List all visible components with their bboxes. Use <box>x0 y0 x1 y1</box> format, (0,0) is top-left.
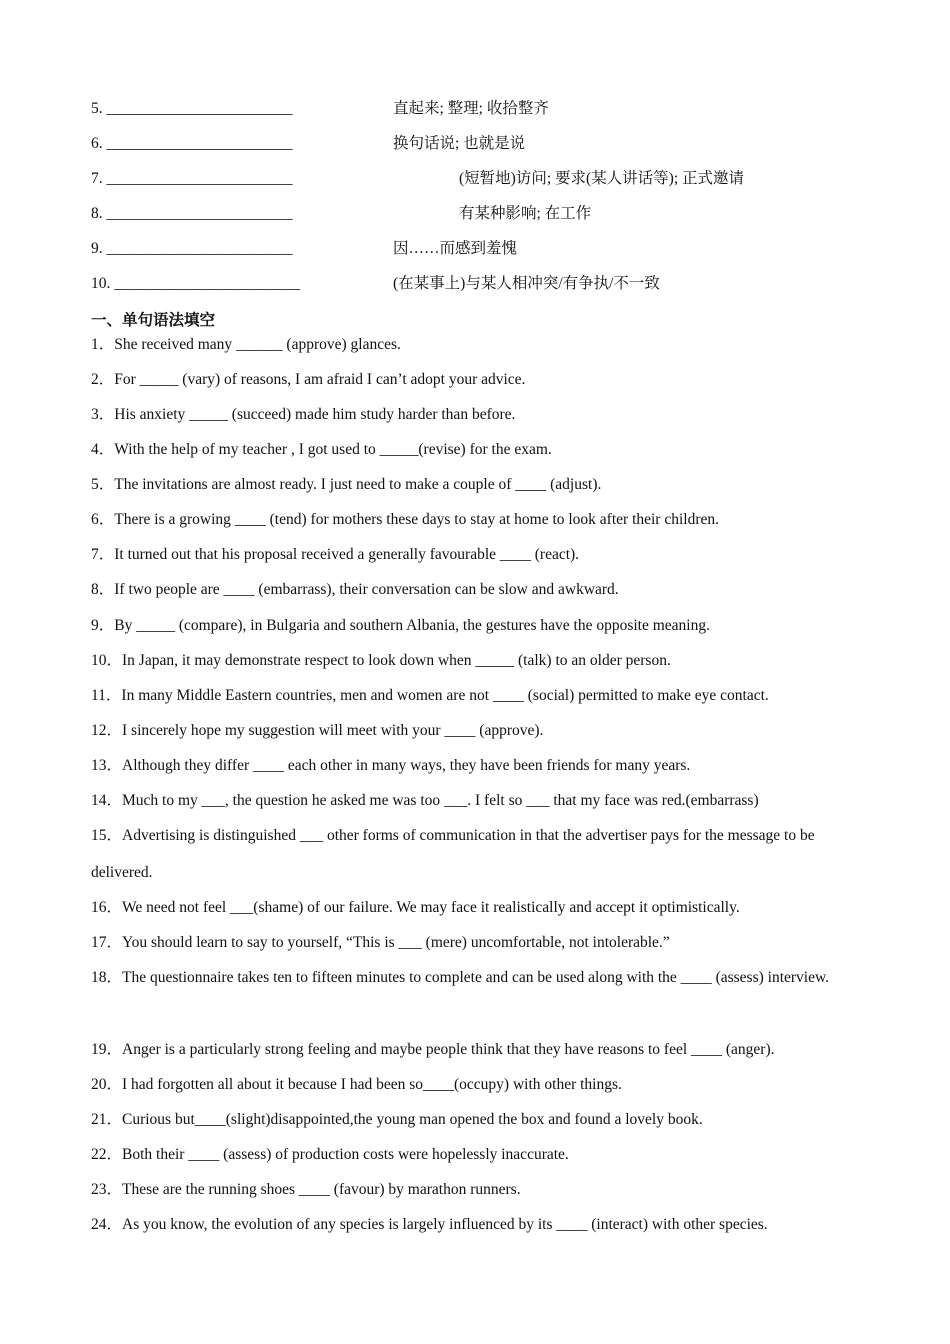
vocab-blank: 7. ________________________ <box>91 170 293 187</box>
question-item: 8．If two people are ____ (embarrass), their conversation can be slow and awkward. <box>91 581 619 598</box>
question-item: 15．Advertising is distinguished ___ other forms of communication in that the advertiser pays for the message to be delivered. <box>91 827 815 881</box>
question-item: 13．Although they differ ____ each other in many ways, they have been friends for many years. <box>91 757 691 774</box>
vocab-blank: 5. ________________________ <box>91 100 293 117</box>
question-item: 20．I had forgotten all about it because I had been so____(occupy) with other things. <box>91 1076 622 1093</box>
question-item: 18．The questionnaire takes ten to fifteen minutes to complete and can be used along with the ____ (assess) interview. <box>91 969 830 986</box>
vocab-blank: 8. ________________________ <box>91 205 293 222</box>
vocab-blank: 10. ________________________ <box>91 275 301 292</box>
question-item: 1．She received many ______ (approve) glances. <box>91 336 401 353</box>
vocab-definition: 直起来; 整理; 收拾整齐 <box>393 100 549 117</box>
question-item: 12．I sincerely hope my suggestion will meet with your ____ (approve). <box>91 722 544 739</box>
vocab-definition: (短暂地)访问; 要求(某人讲话等); 正式邀请 <box>459 170 745 187</box>
vocab-definition: 换句话说; 也就是说 <box>393 135 526 152</box>
question-item: 22．Both their ____ (assess) of production costs were hopelessly inaccurate. <box>91 1146 569 1163</box>
section-title: 一、单句语法填空 <box>91 312 216 329</box>
question-item: 4．With the help of my teacher , I got used to _____(revise) for the exam. <box>91 441 552 458</box>
question-item: 16．We need not feel ___(shame) of our failure. We may face it realistically and accept it optimistically. <box>91 899 740 916</box>
question-item: 23．These are the running shoes ____ (favour) by marathon runners. <box>91 1181 521 1198</box>
question-item: 7．It turned out that his proposal received a generally favourable ____ (react). <box>91 546 580 563</box>
question-item: 5．The invitations are almost ready. I just need to make a couple of ____ (adjust). <box>91 476 602 493</box>
question-item: 9．By _____ (compare), in Bulgaria and southern Albania, the gestures have the opposite meaning. <box>91 617 710 634</box>
vocab-definition: 因……而感到羞愧 <box>393 240 518 257</box>
question-item: 6．There is a growing ____ (tend) for mothers these days to stay at home to look after their children. <box>91 511 720 528</box>
question-item: 10．In Japan, it may demonstrate respect to look down when _____ (talk) to an older person. <box>91 652 671 669</box>
question-item: 14．Much to my ___, the question he asked me was too ___. I felt so ___ that my face was red.(embarrass) <box>91 792 759 809</box>
vocab-blank: 6. ________________________ <box>91 135 293 152</box>
question-item: 19．Anger is a particularly strong feeling and maybe people think that they have reasons to feel ____ (anger). <box>91 1041 775 1058</box>
question-item: 24．As you know, the evolution of any species is largely influenced by its ____ (interact) with other species. <box>91 1216 768 1233</box>
question-item: 17．You should learn to say to yourself, “This is ___ (mere) uncomfortable, not intolerable.” <box>91 934 670 951</box>
vocab-blank: 9. ________________________ <box>91 240 293 257</box>
question-item: 21．Curious but____(slight)disappointed,the young man opened the box and found a lovely book. <box>91 1111 703 1128</box>
vocab-definition: 有某种影响; 在工作 <box>459 205 592 222</box>
question-item: 11．In many Middle Eastern countries, men and women are not ____ (social) permitted to make eye contact. <box>91 687 769 704</box>
question-item: 2．For _____ (vary) of reasons, I am afraid I can’t adopt your advice. <box>91 371 526 388</box>
question-item: 3．His anxiety _____ (succeed) made him study harder than before. <box>91 406 516 423</box>
vocab-definition: (在某事上)与某人相冲突/有争执/不一致 <box>393 275 660 292</box>
